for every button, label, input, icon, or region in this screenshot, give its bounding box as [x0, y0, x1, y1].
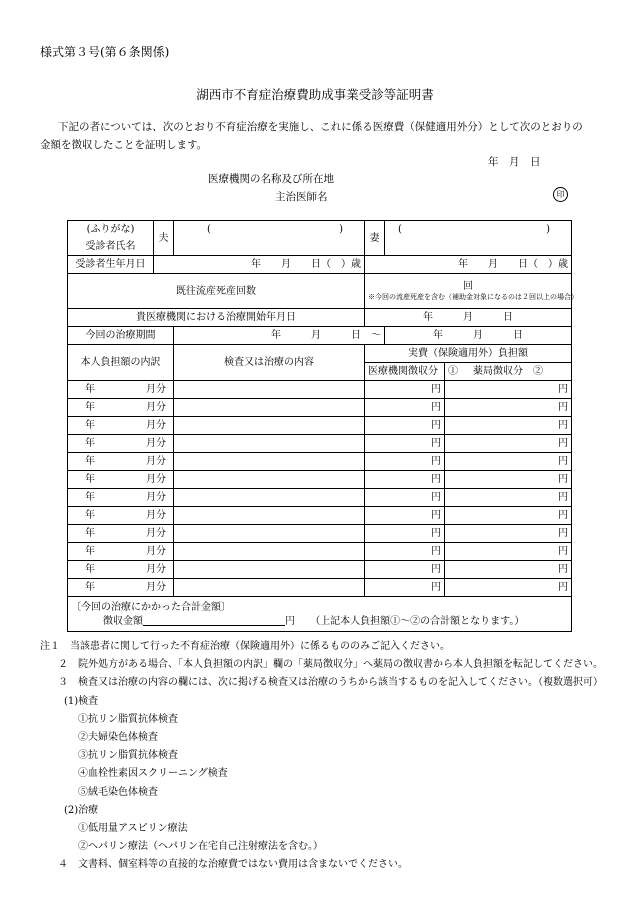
breakdown-month-field[interactable]: 年 月分 — [68, 561, 174, 579]
pharmacy-amount-field[interactable]: 円 — [445, 471, 572, 489]
pharmacy-amount-field[interactable]: 円 — [445, 453, 572, 471]
document-title: 湖西市不育症治療費助成事業受診等証明書 — [196, 87, 434, 102]
clinic-amount-field[interactable]: 円 — [365, 543, 445, 561]
clinic-amount-field[interactable]: 円 — [365, 579, 445, 597]
content-field[interactable] — [174, 453, 365, 471]
institution-label: 医療機関の名称及び所在地 — [208, 173, 334, 185]
note-line: ３ 検査又は治療の内容の欄には、次に掲げる検査又は治療のうちから該当するものを記入してください。（複数選択可） — [58, 677, 603, 689]
breakdown-month-field[interactable]: 年 月分 — [68, 435, 174, 453]
note-line: (2)治療 — [64, 804, 99, 816]
form-number: 様式第３号(第６条関係) — [40, 45, 170, 59]
content-field[interactable] — [174, 543, 365, 561]
actual-cost-header: 実費（保険適用外）負担額 — [365, 345, 572, 363]
content-field[interactable] — [174, 525, 365, 543]
husband-dob-field[interactable]: 年 月 日（ ）歳 — [154, 256, 365, 274]
breakdown-month-field[interactable]: 年 月分 — [68, 489, 174, 507]
breakdown-rows — [68, 381, 572, 597]
furigana-label: (ふりがな) — [68, 221, 154, 239]
breakdown-month-field[interactable]: 年 月分 — [68, 525, 174, 543]
clinic-amount-field[interactable]: 円 — [365, 471, 445, 489]
breakdown-row — [68, 561, 572, 579]
certificate-table — [67, 220, 578, 632]
clinic-col-header: 医療機関徴収分 ① — [365, 363, 445, 381]
content-field[interactable] — [174, 507, 365, 525]
breakdown-month-field[interactable]: 年 月分 — [68, 543, 174, 561]
clinic-amount-field[interactable]: 円 — [365, 507, 445, 525]
pharmacy-amount-field[interactable]: 円 — [445, 525, 572, 543]
pharmacy-amount-field[interactable]: 円 — [445, 561, 572, 579]
wife-furigana[interactable]: ( ) — [385, 221, 572, 239]
patient-name-label: 受診者氏名 — [68, 238, 154, 256]
clinic-amount-field[interactable]: 円 — [365, 561, 445, 579]
content-field[interactable] — [174, 561, 365, 579]
content-col-header: 検査又は治療の内容 — [174, 345, 365, 381]
wife-label: 妻 — [365, 221, 385, 256]
note-line: ③抗リン脂質抗体検査 — [78, 750, 178, 762]
breakdown-row — [68, 417, 572, 435]
wife-dob-field[interactable]: 年 月 日（ ）歳 — [365, 256, 572, 274]
treatment-period-label: 今回の治療期間 — [68, 327, 174, 345]
husband-furigana[interactable]: ( ) — [174, 221, 365, 239]
pharmacy-amount-field[interactable]: 円 — [445, 543, 572, 561]
pharmacy-amount-field[interactable]: 円 — [445, 399, 572, 417]
pharmacy-amount-field[interactable]: 円 — [445, 579, 572, 597]
content-field[interactable] — [174, 489, 365, 507]
breakdown-row — [68, 525, 572, 543]
wife-name-field[interactable] — [385, 238, 572, 256]
clinic-amount-field[interactable]: 円 — [365, 399, 445, 417]
total-label: 〔今回の治療にかかった合計金額〕 — [71, 601, 231, 613]
note-line: ４ 文書料、個室料等の直接的な治療費ではない費用は含まないでください。 — [58, 859, 408, 871]
miscarriage-count-label: 既往流産死産回数 — [68, 274, 365, 309]
clinic-amount-field[interactable]: 円 — [365, 381, 445, 399]
intro-line-2: 金額を徴収したことを証明します。 — [40, 139, 208, 151]
doctor-label: 主治医師名 — [275, 191, 328, 203]
content-field[interactable] — [174, 417, 365, 435]
dob-label: 受診者生年月日 — [68, 256, 154, 274]
breakdown-row — [68, 381, 572, 399]
total-amount-label: 徴収金額 — [103, 615, 143, 627]
note-line: ②夫婦染色体検査 — [78, 732, 158, 744]
content-field[interactable] — [174, 471, 365, 489]
total-note: （上記本人負担額①～②の合計額となります。） — [310, 615, 525, 627]
breakdown-month-field[interactable]: 年 月分 — [68, 453, 174, 471]
pharmacy-amount-field[interactable]: 円 — [445, 435, 572, 453]
breakdown-month-field[interactable]: 年 月分 — [68, 417, 174, 435]
clinic-amount-field[interactable]: 円 — [365, 489, 445, 507]
certification-date: 年 月 日 — [488, 156, 541, 168]
note-line: 注１ 当該患者に関して行った不育症治療（保険適用外）に係るもののみご記入ください。 — [40, 641, 450, 652]
miscarriage-count-field[interactable] — [365, 274, 578, 309]
note-line: ⑤絨毛染色体検査 — [78, 786, 158, 798]
treatment-period-from[interactable]: 年 月 日 ～ — [174, 327, 385, 345]
husband-label: 夫 — [154, 221, 174, 256]
total-section — [68, 597, 572, 632]
pharmacy-amount-field[interactable]: 円 — [445, 507, 572, 525]
treatment-start-label: 貴医療機関における治療開始年月日 — [68, 309, 365, 327]
count-unit: 回 — [463, 281, 473, 292]
intro-line-1: 下記の者については、次のとおり不育症治療を実施し、これに係る医療費（保健適用外分）として次のとおりの — [58, 121, 583, 133]
clinic-amount-field[interactable]: 円 — [365, 525, 445, 543]
content-field[interactable] — [174, 435, 365, 453]
content-field[interactable] — [174, 399, 365, 417]
note-line: ④血栓性素因スクリーニング検査 — [78, 768, 228, 780]
breakdown-row — [68, 579, 572, 597]
note-line: ①低用量アスピリン療法 — [78, 823, 188, 835]
treatment-period-to[interactable]: 年 月 日 — [385, 327, 572, 345]
breakdown-row — [68, 399, 572, 417]
note-line: ①抗リン脂質抗体検査 — [78, 713, 178, 725]
clinic-amount-field[interactable]: 円 — [365, 453, 445, 471]
clinic-amount-field[interactable]: 円 — [365, 435, 445, 453]
note-line: (1)検査 — [64, 695, 99, 707]
breakdown-month-field[interactable]: 年 月分 — [68, 507, 174, 525]
content-field[interactable] — [174, 381, 365, 399]
notes-section — [40, 638, 625, 875]
breakdown-month-field[interactable]: 年 月分 — [68, 381, 174, 399]
content-field[interactable] — [174, 579, 365, 597]
pharmacy-amount-field[interactable]: 円 — [445, 489, 572, 507]
breakdown-row — [68, 471, 572, 489]
pharmacy-amount-field[interactable]: 円 — [445, 381, 572, 399]
treatment-start-field[interactable]: 年 月 日 — [365, 309, 572, 327]
breakdown-row — [68, 507, 572, 525]
miscarriage-note: ※今回の流産死産を含む（補助金対象になるのは２回以上の場合） — [368, 293, 578, 301]
breakdown-col-header: 本人負担額の内訳 — [68, 345, 174, 381]
breakdown-row — [68, 489, 572, 507]
breakdown-row — [68, 453, 572, 471]
pharmacy-col-header: 薬局徴収分 ② — [445, 363, 572, 381]
clinic-amount-field[interactable]: 円 — [365, 417, 445, 435]
breakdown-row — [68, 435, 572, 453]
note-line: ②ヘパリン療法（ヘパリン在宅自己注射療法を含む。） — [78, 841, 323, 853]
total-yen: 円 — [285, 615, 295, 627]
note-line: ２ 院外処方がある場合、「本人負担額の内訳」欄の「薬局徴収分」へ薬局の徴収書から本人負担額を転記してください。 — [58, 659, 603, 671]
breakdown-month-field[interactable]: 年 月分 — [68, 471, 174, 489]
pharmacy-amount-field[interactable]: 円 — [445, 417, 572, 435]
breakdown-month-field[interactable]: 年 月分 — [68, 579, 174, 597]
breakdown-row — [68, 543, 572, 561]
total-amount-field[interactable] — [143, 614, 285, 626]
seal-mark: 印 — [553, 187, 568, 202]
breakdown-month-field[interactable]: 年 月分 — [68, 399, 174, 417]
husband-name-field[interactable] — [174, 238, 365, 256]
